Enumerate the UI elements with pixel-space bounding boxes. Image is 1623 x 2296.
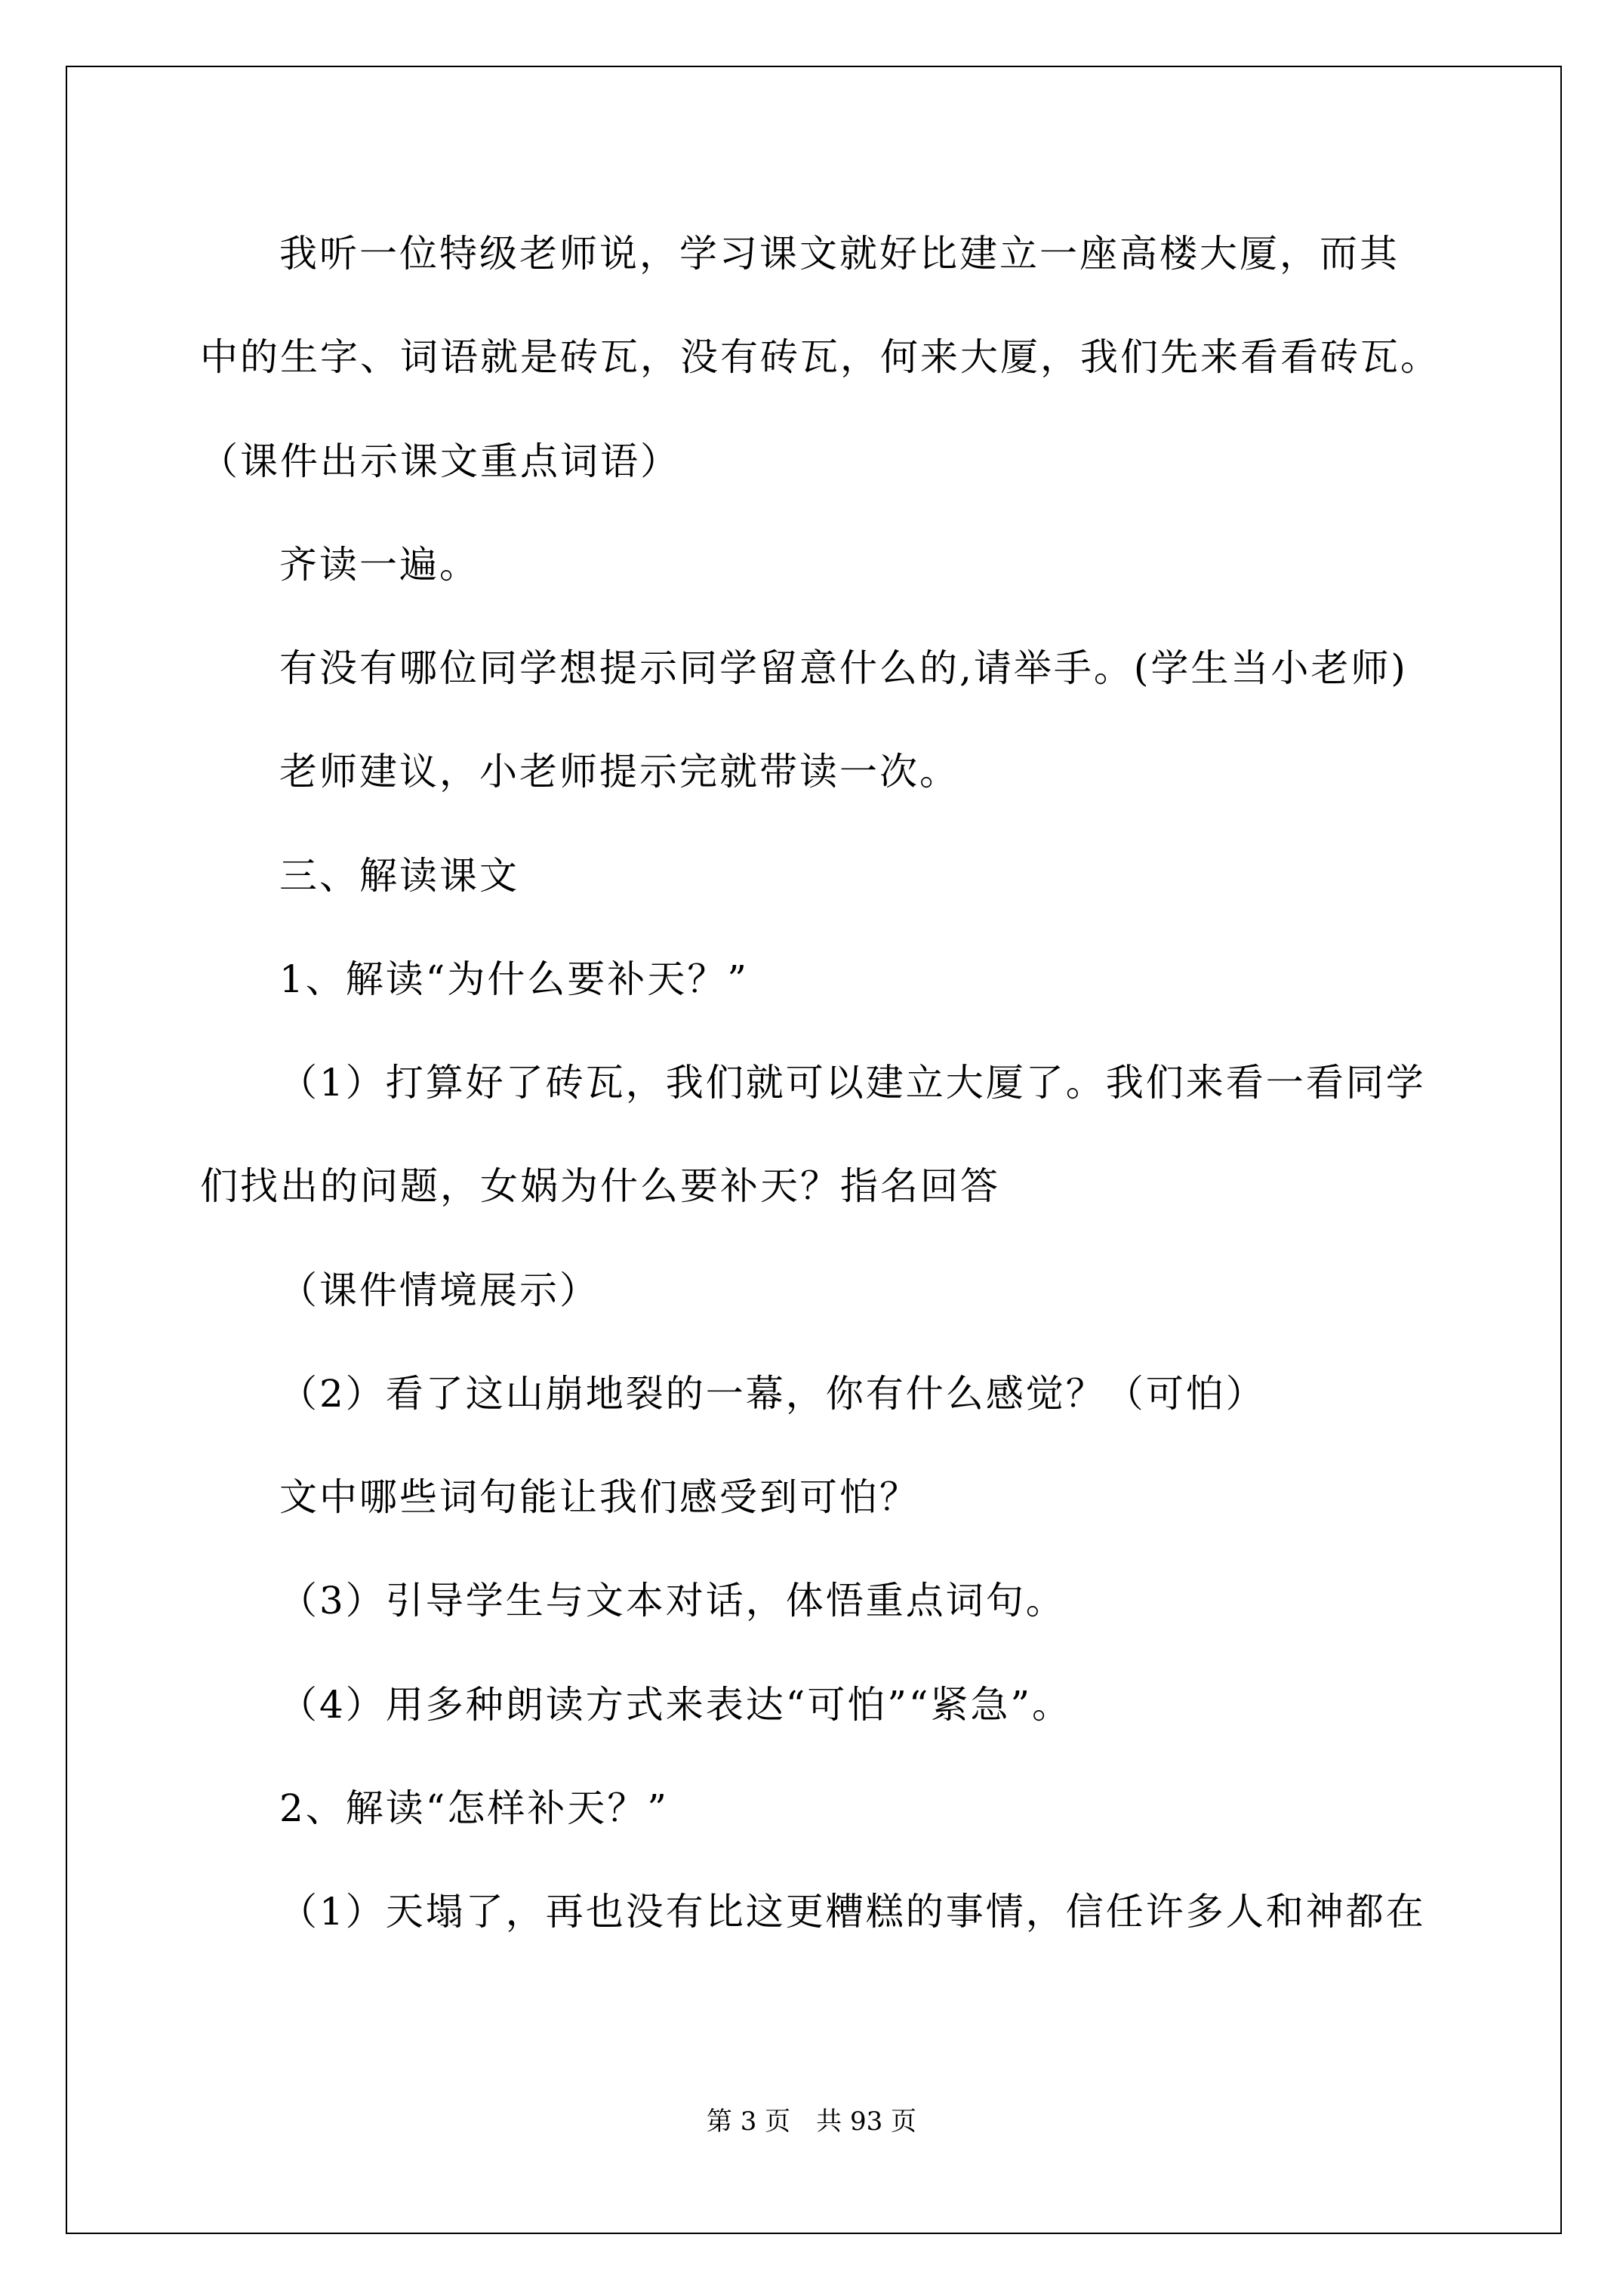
paragraph-line: （1）打算好了砖瓦，我们就可以建立大厦了。我们来看一看同学 bbox=[279, 1061, 1426, 1105]
paragraph-line: （课件情境展示） bbox=[279, 1268, 599, 1312]
subsection-heading: 1、解读“为什么要补天？” bbox=[279, 957, 749, 1001]
paragraph-line: 有没有哪位同学想提示同学留意什么的,请举手。(学生当小老师) bbox=[279, 646, 1408, 690]
paragraph-line: 中的生字、词语就是砖瓦，没有砖瓦，何来大厦，我们先来看看砖瓦。 bbox=[200, 335, 1440, 379]
paragraph-line: 们找出的问题，女娲为什么要补天？指名回答 bbox=[200, 1164, 1000, 1208]
paragraph-line: 齐读一遍。 bbox=[279, 543, 479, 587]
paragraph-line: （2）看了这山崩地裂的一幕，你有什么感觉？（可怕） bbox=[279, 1372, 1266, 1416]
paragraph-line: 老师建议，小老师提示完就带读一次。 bbox=[279, 750, 959, 794]
paragraph-line: （4）用多种朗读方式来表达“可怕”“紧急”。 bbox=[279, 1683, 1073, 1727]
paragraph-line: 我听一位特级老师说，学习课文就好比建立一座高楼大厦，而其 bbox=[279, 232, 1400, 276]
subsection-heading: 2、解读“怎样补天？” bbox=[279, 1786, 669, 1830]
page-number-footer: 第 3 页 共 93 页 bbox=[706, 2106, 917, 2137]
section-heading: 三、解读课文 bbox=[279, 854, 519, 898]
paragraph-line: （1）天塌了，再也没有比这更糟糕的事情，信任许多人和神都在 bbox=[279, 1890, 1426, 1934]
paragraph-line: （课件出示课文重点词语） bbox=[200, 439, 680, 483]
paragraph-line: （3）引导学生与文本对话，体悟重点词句。 bbox=[279, 1579, 1066, 1623]
paragraph-line: 文中哪些词句能让我们感受到可怕？ bbox=[279, 1475, 919, 1519]
